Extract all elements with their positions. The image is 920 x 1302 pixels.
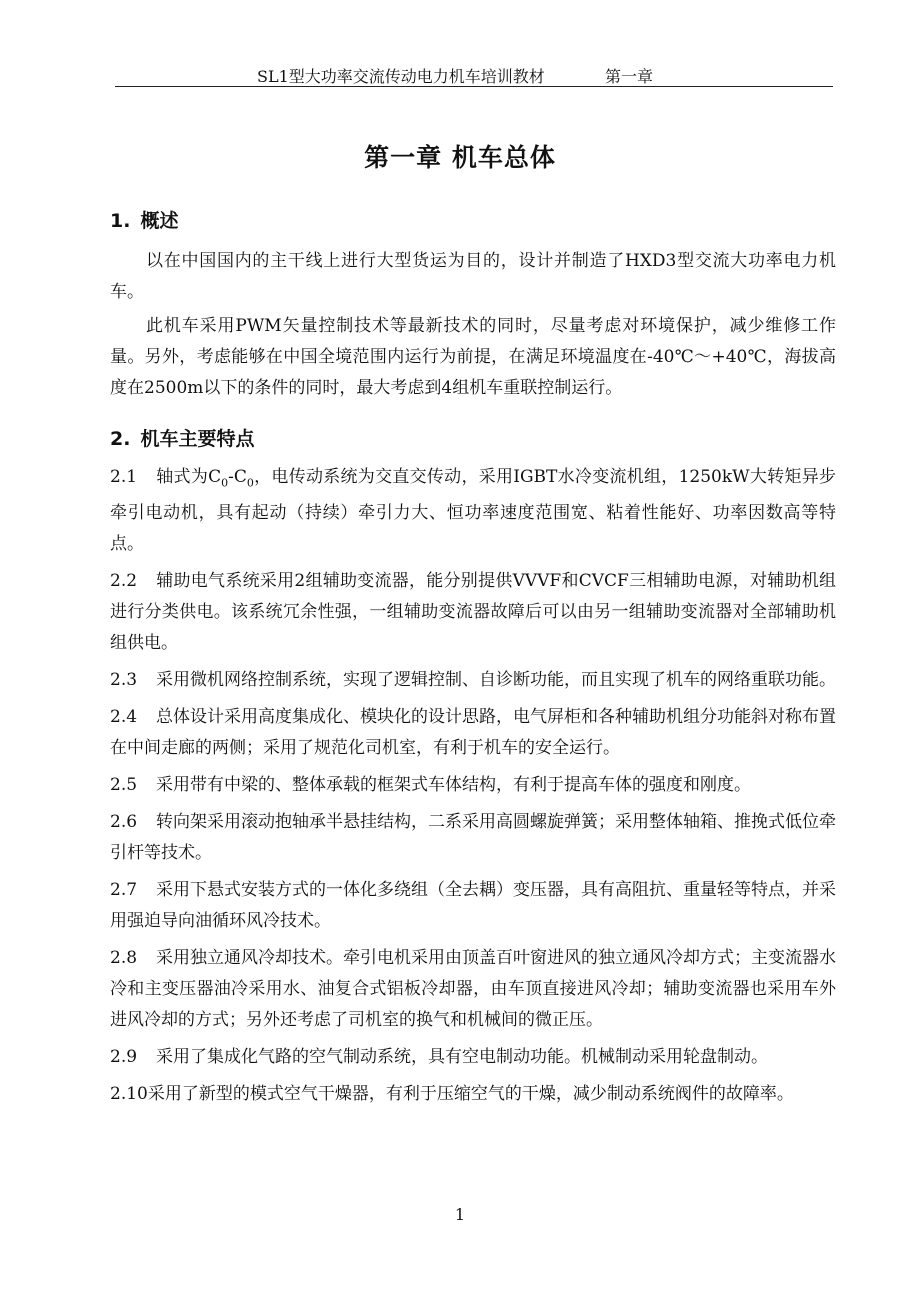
page-number: 1 xyxy=(454,1205,466,1224)
feature-number: 2.3 xyxy=(110,670,138,691)
feature-text: 总体设计采用高度集成化、模块化的设计思路，电气屏柜和各种辅助机组分功能斜对称布置在中间走廊的两侧；采用了规范化司机室，有利于机车的安全运行。 xyxy=(110,707,836,759)
feature-text-mid: -C xyxy=(228,467,247,487)
feature-item xyxy=(110,807,836,869)
feature-text: 采用下悬式安装方式的一体化多绕组（全去耦）变压器，具有高阻抗、重量轻等特点，并采用强迫导向油循环风冷技术。 xyxy=(110,880,836,932)
feature-item xyxy=(110,1079,836,1110)
section-heading-overview xyxy=(110,206,178,233)
feature-number: 2.6 xyxy=(110,812,138,833)
header-chapter: 第一章 xyxy=(605,67,654,86)
page-header xyxy=(115,62,833,87)
feature-item xyxy=(110,566,836,659)
feature-item xyxy=(110,943,836,1036)
header-doc-title: SL1型大功率交流传动电力机车培训教材 xyxy=(257,67,545,86)
paragraph: 此机车采用PWM矢量控制技术等最新技术的同时，尽量考虑对环境保护，减少维修工作量。另外，考虑能够在中国全境范围内运行为前提，在满足环境温度在-40℃～+40℃，海拔高度在2500m以下的条件的同时，最大考虑到4组机车重联控制运行。 xyxy=(110,316,836,398)
feature-item xyxy=(110,875,836,937)
feature-text: 采用了新型的模式空气干燥器，有利于压缩空气的干燥，减少制动系统阀件的故障率。 xyxy=(147,1084,794,1105)
subscript: 0 xyxy=(246,476,254,490)
section-title: 机车主要特点 xyxy=(140,428,255,450)
feature-number: 2.5 xyxy=(110,775,138,796)
section-heading-features xyxy=(110,424,254,451)
feature-item xyxy=(110,462,836,560)
feature-text: 采用了集成化气路的空气制动系统，具有空电制动功能。机械制动采用轮盘制动。 xyxy=(156,1047,768,1068)
feature-text: 采用带有中梁的、整体承载的框架式车体结构，有利于提高车体的强度和刚度。 xyxy=(156,775,751,796)
feature-text: 采用微机网络控制系统，实现了逻辑控制、自诊断功能，而且实现了机车的网络重联功能。 xyxy=(156,670,836,691)
feature-item xyxy=(110,665,836,696)
paragraph: 以在中国国内的主干线上进行大型货运为目的，设计并制造了HXD3型交流大功率电力机车。 xyxy=(110,251,836,302)
section-number: 2. xyxy=(110,428,131,450)
subscript: 0 xyxy=(221,476,229,490)
feature-item xyxy=(110,1042,836,1073)
section-number: 1. xyxy=(110,210,131,232)
feature-number: 2.9 xyxy=(110,1047,138,1068)
feature-text: 转向架采用滚动抱轴承半悬挂结构，二系采用高圆螺旋弹簧；采用整体轴箱、推挽式低位牵引杆等技术。 xyxy=(110,812,836,864)
feature-list xyxy=(110,462,836,1116)
section-title: 概述 xyxy=(140,210,179,232)
feature-text-prefix: 轴式为C xyxy=(156,467,222,487)
feature-number: 2.1 xyxy=(110,467,138,487)
feature-item xyxy=(110,702,836,764)
feature-number: 2.10 xyxy=(110,1084,148,1105)
feature-number: 2.7 xyxy=(110,880,138,901)
feature-number: 2.4 xyxy=(110,707,138,728)
feature-text-rest: ，电传动系统为交直交传动，采用IGBT水冷变流机组，1250kW大转矩异步牵引电动机，具有起动（持续）牵引力大、恒功率速度范围宽、粘着性能好、功率因数高等特点。 xyxy=(110,467,836,555)
feature-number: 2.2 xyxy=(110,571,138,592)
chapter-title: 第一章 机车总体 xyxy=(364,143,556,172)
feature-number: 2.8 xyxy=(110,948,138,969)
feature-text: 辅助电气系统采用2组辅助变流器，能分别提供VVVF和CVCF三相辅助电源，对辅助机组进行分类供电。该系统冗余性强，一组辅助变流器故障后可以由另一组辅助变流器对全部辅助机组供电。 xyxy=(110,571,836,654)
feature-item xyxy=(110,770,836,801)
feature-text: 采用独立通风冷却技术。牵引电机采用由顶盖百叶窗进风的独立通风冷却方式；主变流器水冷和主变压器油冷采用水、油复合式铝板冷却器，由车顶直接进风冷却；辅助变流器也采用车外进风冷却的方式；另外还考虑了司机室的换气和机械间的微正压。 xyxy=(110,948,836,1031)
